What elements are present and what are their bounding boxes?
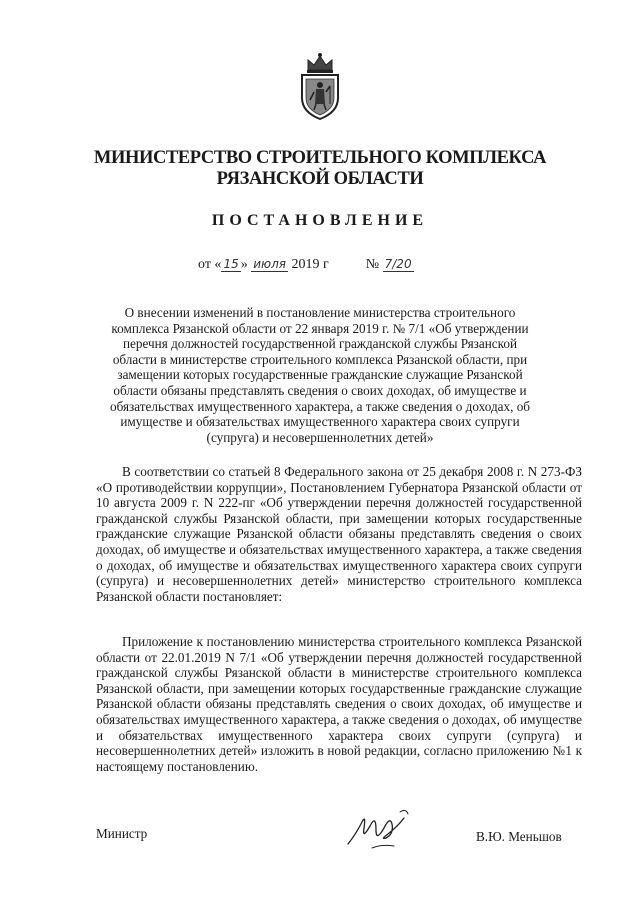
number-prefix: № — [365, 257, 380, 272]
date-number-line — [198, 257, 414, 273]
minister-label: Министр — [96, 826, 148, 841]
document-subject: О внесении изменений в постановление министерства строительного комплекса Рязанской области от 22 января 2019 г. № 7/1 «Об утверждении перечня должностей государственной гражданской службы Рязанской области в министерстве строительного комплекса Рязанской области, при замещении которых государственные гражданские служащие Рязанской области обязаны представлять сведения о своих доходах, об имуществе и обязательствах имущественного характера, а также сведения о доходах, об имуществе и обязательствах имущественного характера своих супруги (супруга) и несовершеннолетних детей» — [110, 305, 530, 445]
coat-of-arms-icon — [294, 52, 346, 122]
date-day-handwritten: 15 — [223, 257, 239, 271]
document-title: ПОСТАНОВЛЕНИЕ — [211, 212, 429, 229]
minister-name: В.Ю. Меньшов — [476, 829, 562, 844]
document-number-handwritten: 7/20 — [384, 257, 412, 271]
paragraph-preamble: В соответствии со статьей 8 Федерального закона от 25 декабря 2008 г. N 273-ФЗ «О противодействии коррупции», Постановлением Губернатора Рязанской области от 10 августа 2009 г. N 222-пг «Об утверждении перечня должностей государственной гражданской службы Рязанской области, при замещении которых государственные гражданские служащие Рязанской области обязаны представлять сведения о своих доходах, об имуществе и обязательствах имущественного характера, а также сведения о доходах, об имуществе и обязательствах имущественного характера своих супруги (супруга) и несовершеннолетних детей» министерство строительного комплекса Рязанской области постановляет: — [96, 464, 582, 604]
signature-image — [342, 804, 418, 852]
ministry-name — [60, 148, 580, 190]
ministry-line-1: МИНИСТЕРСТВО СТРОИТЕЛЬНОГО КОМПЛЕКСА — [93, 148, 547, 168]
ministry-line-2: РЯЗАНСКОЙ ОБЛАСТИ — [216, 169, 424, 189]
date-month-handwritten: июля — [253, 257, 287, 271]
date-mid: » — [240, 257, 248, 272]
paragraph-resolution: Приложение к постановлению министерства строительного комплекса Рязанской области от 22.01.2019 N 7/1 «Об утверждении перечня должностей государственной гражданской службы Рязанской области в министерстве строительного комплекса Рязанской области, при замещении которых государственные гражданские служащие Рязанской области обязаны представлять сведения о своих доходах, об имуществе и обязательствах имущественного характера, а также сведения о доходах, об имуществе и обязательствах имущественного характера своих супруги (супруга) и несовершеннолетних детей» изложить в новой редакции, согласно приложению №1 к настоящему постановлению. — [96, 634, 582, 774]
date-prefix: от « — [198, 257, 222, 272]
date-year: 2019 г — [291, 257, 329, 272]
